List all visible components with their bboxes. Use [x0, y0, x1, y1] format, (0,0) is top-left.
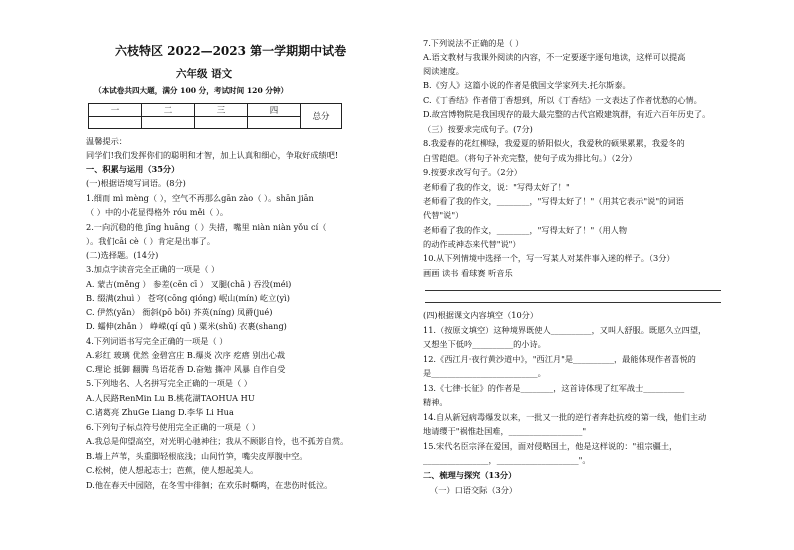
score-cell[interactable] [248, 117, 301, 129]
text-line: 4.下列词语书写完全正确的一项是（ ） [86, 336, 228, 346]
text-line: ________________，____________________"。 [423, 455, 591, 465]
text-line: D.故宫博物院是我国现存的最大最完整的古代宫殿建筑群，有近六百年历史了。 [423, 109, 711, 119]
text-line: B. 缀满(zhuì ） 苍穹(cōng qióng) 岷山(mín) 屹立(yì) [86, 293, 290, 303]
text-line: 画画 读书 看球赛 听音乐 [423, 268, 513, 278]
exam-subtitle: 六年级 语文 [176, 68, 233, 80]
text-line: A.我总是仰望高空，对光明心驰神往；我从不顾影自怜，也不孤芳自赏。 [86, 436, 349, 446]
exam-note: （本试卷共四大题，满分 100 分，考试时间 120 分钟） [94, 86, 289, 95]
total-score-label: 总分 [301, 104, 342, 129]
exam-title: 六枝特区 2022—2023 第一学期期中试卷 [115, 44, 347, 58]
text-line: 的动作或神态来代替"说"） [423, 239, 521, 249]
text-line: C.理论 抵御 翻腾 鸟语花香 D.奋勉 撕冲 风暴 自作自受 [86, 364, 286, 374]
text-line: 1.细而 mì mèng（ ），空气不再那么gān zào（ ）。shān jiān [86, 193, 314, 203]
text-line: 6.下列句子标点符号使用完全正确的一项是（ ） [86, 422, 261, 432]
score-cell[interactable] [195, 117, 248, 129]
text-line: 11.（按原文填空）这种境界既使人__________，又叫人舒服。既愿久立四望， [423, 325, 707, 335]
text-line: 12.《西江月·夜行黄沙道中》，"西江月"是__________，最能体现作者喜悦的 [423, 354, 696, 364]
text-line: 老师看了我的作文，________，"写得太好了！"（用人物 [423, 225, 628, 235]
text-line: 3.加点字读音完全正确的一项是（ ） [86, 264, 220, 274]
text-line: 代替"说"） [423, 210, 464, 220]
text-line: 老师看了我的作文，说："写得太好了！" [423, 182, 570, 192]
text-line: 9.按要求改写句子。（2分） [423, 167, 522, 177]
text-line: （ ）中的小花显得格外 róu měi（ ）。 [86, 207, 229, 217]
text-line: 温馨提示： [86, 136, 127, 146]
text-line: ）。我们cāi cè（ ）肯定是出事了。 [86, 236, 216, 246]
text-line: 8.我爱春的花红柳绿，我爱夏的骄阳似火，我爱秋的硕果累累，我爱冬的 [423, 138, 685, 148]
text-line: A.彩红 玻璃 优然 金碧宫庄 B.爆炎 次序 疙瘩 别出心裁 [86, 350, 286, 360]
answer-line[interactable] [425, 302, 721, 303]
text-line: （一）口语交际（3分） [430, 485, 518, 495]
text-line: C. 伊然(yǎn） 衙斜(pō bǒi) 芥英(níng) 凤爵(jué) [86, 307, 273, 317]
text-line: 老师看了我的作文，________，"写得太好了！"（用其它表示"说"的词语 [423, 196, 684, 206]
text-line: 5.下列地名、人名拼写完全正确的一项是（ ） [86, 378, 252, 388]
text-line: 13.《七律·长征》的作者是________，这首诗体现了红军战士__________ [423, 383, 685, 393]
text-line: A. 蒙古(měng ） 参差(cēn cī ） 叉腿(chā ) 吞没(méi) [86, 279, 292, 289]
text-line: 又想坐下低吟__________的小诗。 [423, 339, 546, 349]
text-line: 阅读速度。 [423, 66, 464, 76]
score-cell[interactable] [142, 117, 195, 129]
text-line: 地请缨于"祸惟赴国难，__________________" [423, 426, 587, 436]
text-line: 2.一向沉稳的他 jīng huāng（ ）失措，嘴里 niàn niàn yǒu cí（ [86, 222, 327, 232]
text-line: C.诸葛亮 ZhuGe Liang D.李华 Li Hua [86, 407, 234, 417]
score-header: 三 [195, 104, 248, 117]
text-line: (四)根据课文内容填空（10分） [423, 310, 539, 320]
text-line: D.他在春天中园陪，在冬雪中徘徊；在欢乐时嘶鸣，在悲伤时低泣。 [86, 480, 333, 490]
text-line: 是__________________________。 [423, 368, 546, 378]
text-line: 14.自从新冠病毒爆发以来，一批又一批的逆行者奔赴抗疫的第一线，他们主动 [423, 412, 707, 422]
score-table [88, 103, 342, 129]
text-line: 15.宋代名臣宗泽在爱国，面对侵略国土，他是这样说的："祖宗疆土， [423, 441, 678, 451]
answer-line[interactable] [425, 290, 721, 291]
section-heading: 二、梳理与探究（13分） [423, 470, 517, 480]
text-line: B.墙上芦苇，头重脚轻根底浅；山间竹笋，嘴尖皮厚腹中空。 [86, 451, 308, 461]
score-cell[interactable] [89, 117, 142, 129]
score-header: 一 [89, 104, 142, 117]
text-line: 白雪皑皑。（将句子补充完整，使句子成为排比句。）（2分） [423, 153, 637, 163]
text-line: A.人民路RenMin Lu B.桃花湖TAOHUA HU [86, 393, 255, 403]
text-line: 同学们!我们发挥你们的聪明和才智，加上认真和细心，争取好成绩吧! [86, 150, 339, 160]
text-line: （三）按要求完成句子。(7分) [423, 124, 533, 134]
section-heading: 一、积累与运用（35分） [86, 164, 180, 174]
text-line: D. 蠕伸(zhǎn ） 峥嵘(qí qū ) 粟米(shǔ) 衣裹(shang) [86, 321, 287, 331]
text-line: C.《丁香结》作者借丁香想到，所以《丁香结》一文表达了作者忧愁的心情。 [423, 95, 702, 105]
text-line: A.语文教材与我课外阅读的内容，不一定要逐字逐句地读，这样可以提高 [423, 52, 686, 62]
text-line: 精神。 [423, 397, 448, 407]
score-header: 四 [248, 104, 301, 117]
text-line: (二)选择题。(14分) [86, 250, 159, 260]
text-line: B.《穷人》这篇小说的作者是俄国文学家列夫.托尔斯泰。 [423, 80, 631, 90]
text-line: (一)根据语境写词语。(8分) [86, 178, 186, 188]
text-line: 7.下列说法不正确的是（ ） [423, 38, 524, 48]
text-line: 10.从下列情境中选择一个，写一写某人对某件事入迷的样子。（3分） [423, 253, 675, 263]
text-line: C.松树，使人想起志士；芭蕉，使人想起美人。 [86, 465, 259, 475]
score-header: 二 [142, 104, 195, 117]
